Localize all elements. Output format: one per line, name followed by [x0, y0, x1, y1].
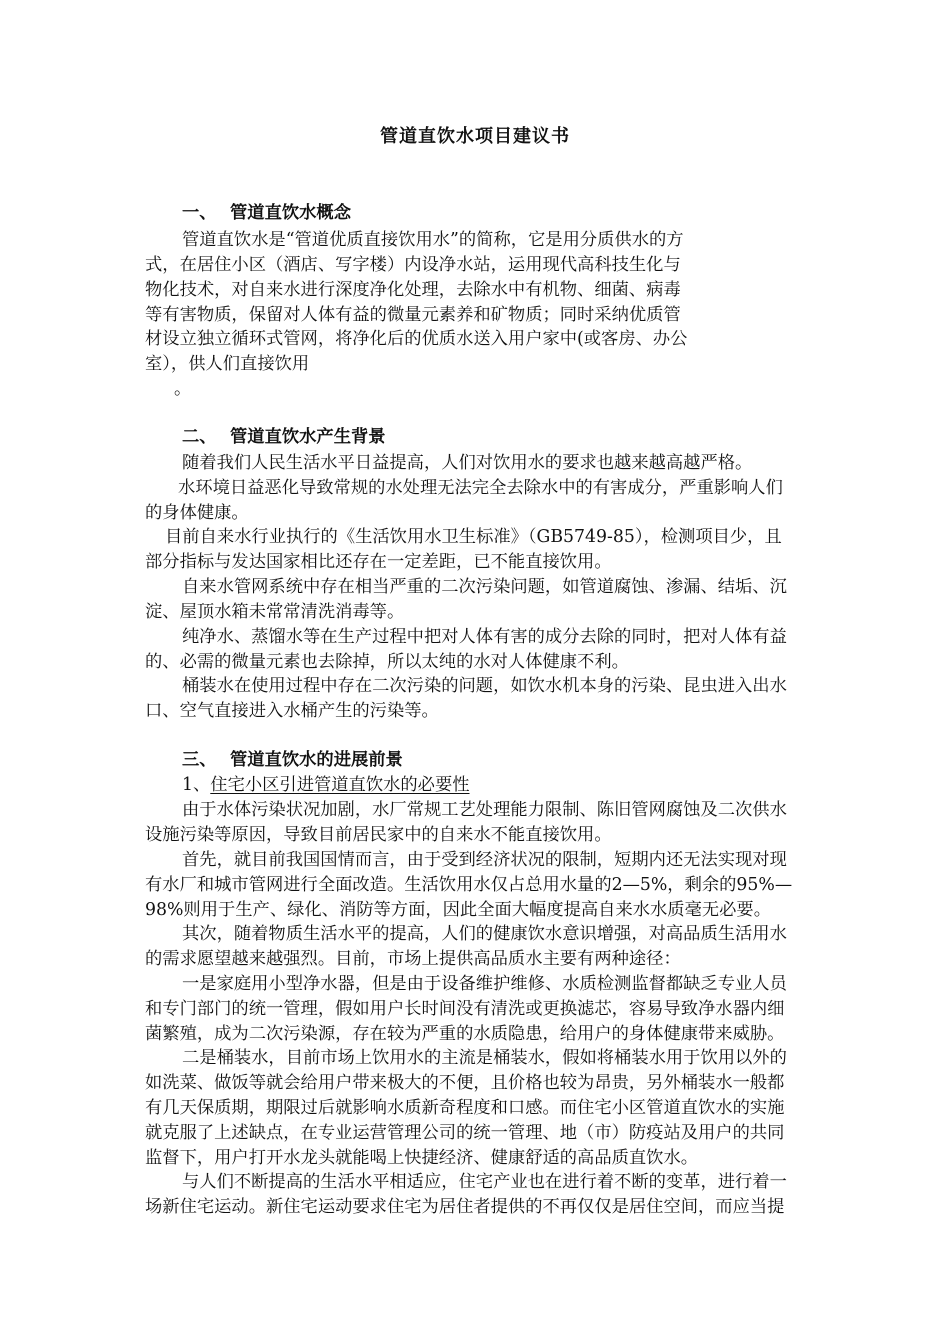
paragraph-line: 纯净水、蒸馏水等在生产过程中把对人体有害的成分去除的同时，把对人体有益 [182, 627, 787, 647]
paragraph-line: 自来水管网系统中存在相当严重的二次污染问题，如管道腐蚀、渗漏、结垢、沉 [182, 577, 787, 597]
section-heading-2 [182, 424, 386, 450]
paragraph-line: 等有害物质，保留对人体有益的微量元素养和矿物质；同时采纳优质管 [145, 305, 681, 325]
paragraph-line: 二是桶装水，目前市场上饮用水的主流是桶装水，假如将桶装水用于饮用以外的 [182, 1048, 787, 1068]
paragraph-line: 口、空气直接进入水桶产生的污染等。 [145, 701, 439, 721]
paragraph-line: 室），供人们直接饮用 [145, 354, 310, 374]
paragraph-line: 的需求愿望越来越强烈。目前，市场上提供高品质水主要有两种途径： [145, 949, 681, 969]
paragraph-line: 有水厂和城市管网进行全面改造。生活饮用水仅占总用水量的2—5%，剩余的95%— [145, 875, 793, 895]
paragraph-line: 式，在居住小区（酒店、写字楼）内设净水站，运用现代高科技生化与 [145, 255, 681, 275]
paragraph-line: 监督下，用户打开水龙头就能喝上快捷经济、健康舒适的高品质直饮水。 [145, 1148, 699, 1168]
paragraph-line: 。 [174, 379, 192, 399]
paragraph-line: 目前自来水行业执行的《生活饮用水卫生标准》（GB5749-85），检测项目少，且 [165, 527, 782, 547]
paragraph-line: 的身体健康。 [145, 503, 249, 523]
paragraph-line: 98%则用于生产、绿化、消防等方面，因此全面大幅度提高自来水水质毫无必要。 [145, 900, 771, 920]
subheading [182, 772, 470, 798]
document-title: 管道直饮水项目建议书 [380, 126, 570, 147]
subheading-number: 1、 [182, 775, 211, 795]
paragraph-line: 就克服了上述缺点，在专业运营管理公司的统一管理、地（市）防疫站及用户的共同 [145, 1123, 785, 1143]
paragraph-line: 一是家庭用小型净水器，但是由于设备维护维修、水质检测监督都缺乏专业人员 [182, 974, 787, 994]
section-title-2: 管道直饮水产生背景 [230, 427, 386, 447]
paragraph-line: 与人们不断提高的生活水平相适应，住宅产业也在进行着不断的变革，进行着一 [182, 1172, 787, 1192]
paragraph-line: 设施污染等原因，导致目前居民家中的自来水不能直接饮用。 [145, 825, 612, 845]
paragraph-line: 的、必需的微量元素也去除掉，所以太纯的水对人体健康不利。 [145, 652, 629, 672]
paragraph-line: 淀、屋顶水箱未常常清洗消毒等。 [145, 602, 405, 622]
paragraph-line: 管道直饮水是“管道优质直接饮用水”的简称，它是用分质供水的方 [182, 230, 684, 250]
paragraph-line: 首先，就目前我国国情而言，由于受到经济状况的限制，短期内还无法实现对现 [182, 850, 787, 870]
section-title-1: 管道直饮水概念 [230, 203, 351, 223]
section-heading-1 [182, 200, 351, 226]
paragraph-line: 有几天保质期，期限过后就影响水质新奇程度和口感。而住宅小区管道直饮水的实施 [145, 1098, 785, 1118]
paragraph-line: 水环境日益恶化导致常规的水处理无法完全去除水中的有害成分，严重影响人们 [178, 478, 783, 498]
paragraph-line: 桶装水在使用过程中存在二次污染的问题，如饮水机本身的污染、昆虫进入出水 [182, 676, 787, 696]
paragraph-line: 材设立独立循环式管网，将净化后的优质水送入用户家中(或客房、办公 [145, 329, 688, 349]
section-number-3: 三、 [182, 750, 217, 770]
paragraph-line: 物化技术，对自来水进行深度净化处理，去除水中有机物、细菌、病毒 [145, 280, 681, 300]
paragraph-line: 和专门部门的统一管理，假如用户长时间没有清洗或更换滤芯，容易导致净水器内细 [145, 999, 785, 1019]
subheading-text: 住宅小区引进管道直饮水的必要性 [210, 775, 470, 795]
paragraph-line: 如洗菜、做饭等就会给用户带来极大的不便，且价格也较为昂贵，另外桶装水一般都 [145, 1073, 785, 1093]
paragraph-line: 部分指标与发达国家相比还存在一定差距，已不能直接饮用。 [145, 552, 612, 572]
section-number-1: 一、 [182, 203, 217, 223]
paragraph-line: 其次，随着物质生活水平的提高，人们的健康饮水意识增强，对高品质生活用水 [182, 924, 787, 944]
paragraph-line: 场新住宅运动。新住宅运动要求住宅为居住者提供的不再仅仅是居住空间，而应当提 [145, 1197, 785, 1217]
section-heading-3 [182, 747, 403, 773]
paragraph-line: 菌繁殖，成为二次污染源，存在较为严重的水质隐患，给用户的身体健康带来威胁。 [145, 1024, 785, 1044]
paragraph-line: 由于水体污染状况加剧，水厂常规工艺处理能力限制、陈旧管网腐蚀及二次供水 [182, 800, 787, 820]
section-number-2: 二、 [182, 427, 217, 447]
section-title-3: 管道直饮水的进展前景 [230, 750, 403, 770]
paragraph-line: 随着我们人民生活水平日益提高，人们对饮用水的要求也越来越高越严格。 [182, 453, 753, 473]
